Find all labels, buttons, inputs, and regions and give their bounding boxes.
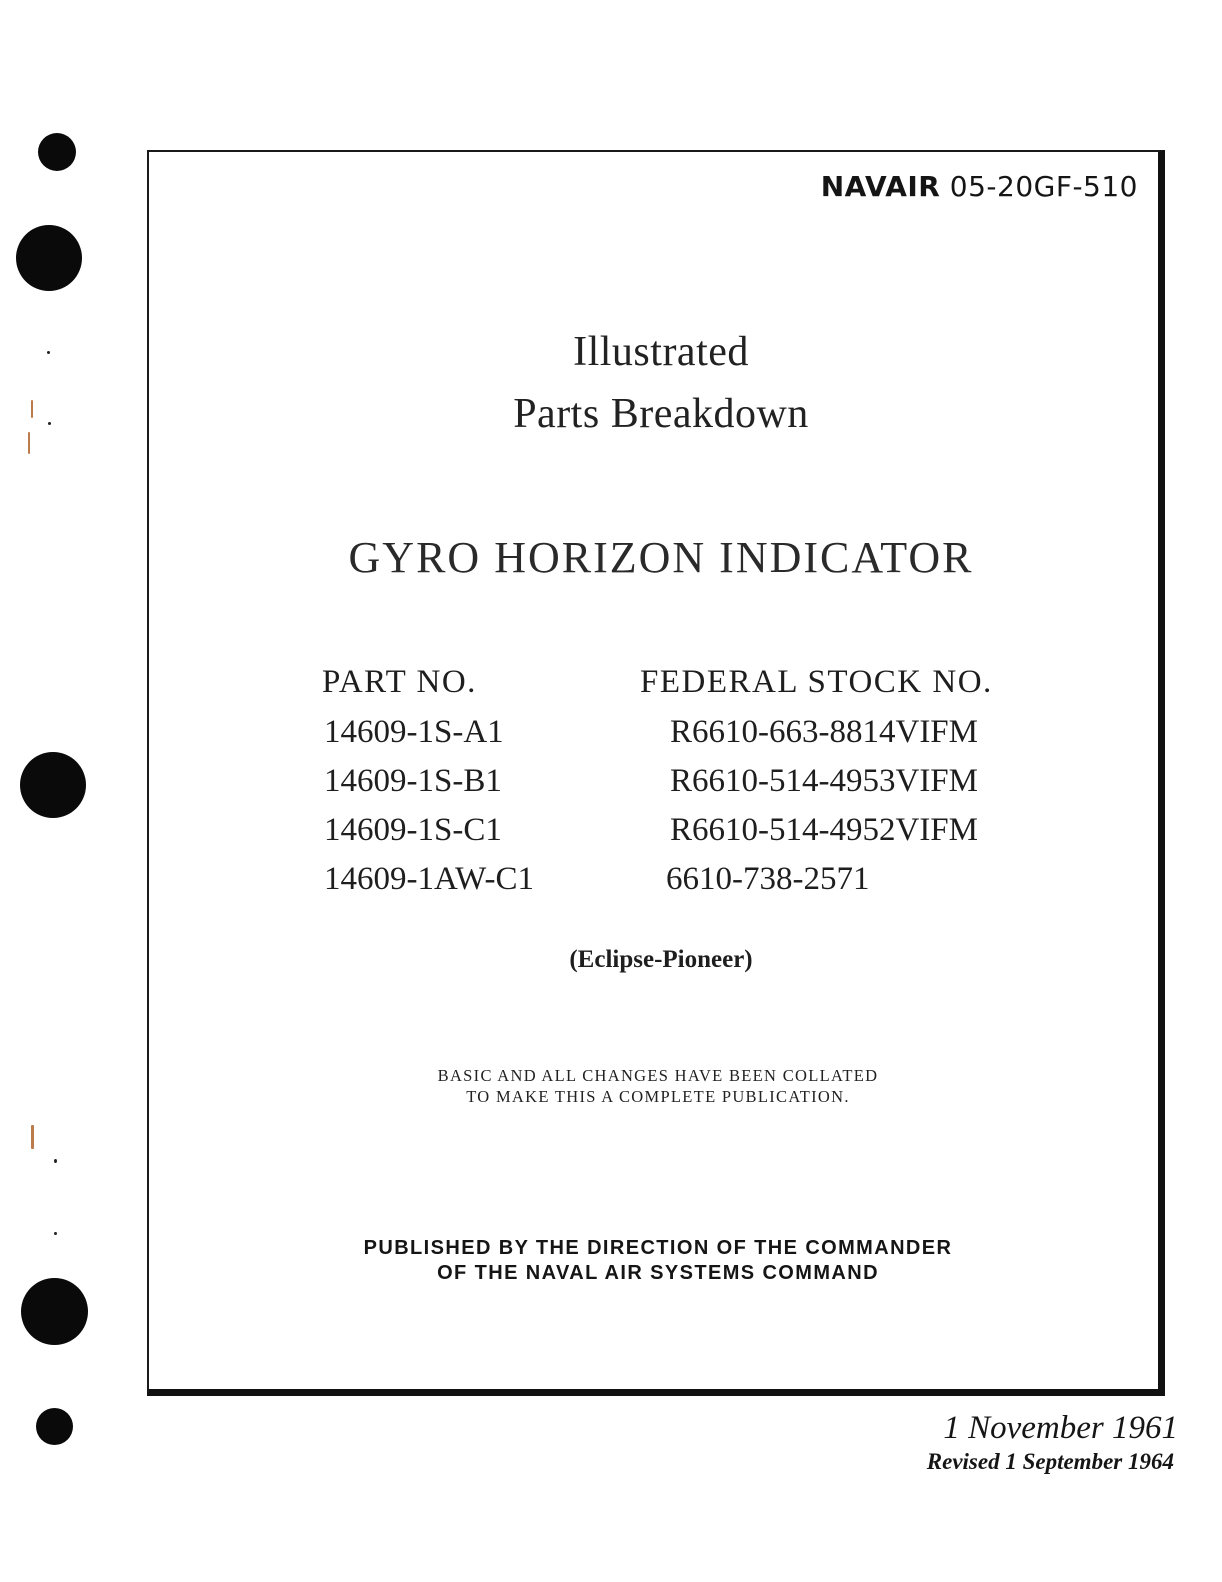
binder-hole [38, 133, 76, 171]
part-number: 14609-1S-B1 [324, 763, 502, 799]
navair-label: NAVAIR [820, 170, 941, 203]
original-date: 1 November 1961 [943, 1410, 1178, 1446]
title-line-2: Parts Breakdown [513, 391, 809, 437]
binder-hole [20, 752, 86, 818]
stock-number: R6610-514-4953VIFM [670, 763, 979, 799]
header-federal-stock-no: FEDERAL STOCK NO. [640, 664, 993, 700]
part-number: 14609-1S-A1 [324, 714, 504, 750]
stock-number: R6610-663-8814VIFM [670, 714, 979, 750]
header-part-no: PART NO. [322, 664, 477, 700]
table-row [322, 714, 1042, 763]
table-row [322, 763, 1042, 812]
revision-date: Revised 1 September 1964 [926, 1449, 1174, 1474]
scan-stain [31, 1125, 34, 1149]
stock-number: R6610-514-4952VIFM [670, 812, 979, 848]
part-number: 14609-1S-C1 [324, 812, 502, 848]
scan-speck [54, 1159, 57, 1163]
collation-notice-line-1: BASIC AND ALL CHANGES HAVE BEEN COLLATED [437, 1066, 879, 1085]
collation-notice [0, 1065, 1222, 1107]
publisher-statement [0, 1236, 1222, 1286]
part-number: 14609-1AW-C1 [324, 861, 535, 897]
parts-table-header [322, 664, 1042, 714]
binder-hole [21, 1278, 88, 1345]
publisher-line-1: PUBLISHED BY THE DIRECTION OF THE COMMANDER [363, 1237, 953, 1259]
document-identifier [821, 170, 1138, 203]
binder-hole [36, 1408, 73, 1445]
binder-hole [16, 225, 82, 291]
publisher-line-2: OF THE NAVAL AIR SYSTEMS COMMAND [437, 1262, 879, 1284]
title-line-1: Illustrated [573, 329, 749, 375]
equipment-title: GYRO HORIZON INDICATOR [348, 533, 974, 582]
table-row [322, 861, 1042, 910]
stock-number: 6610-738-2571 [666, 861, 870, 897]
manufacturer-name: (Eclipse-Pioneer) [569, 946, 753, 973]
document-number: 05-20GF-510 [949, 170, 1138, 203]
parts-table [322, 664, 1042, 910]
scan-speck [54, 1232, 57, 1235]
table-row [322, 812, 1042, 861]
collation-notice-line-2: TO MAKE THIS A COMPLETE PUBLICATION. [466, 1087, 850, 1106]
